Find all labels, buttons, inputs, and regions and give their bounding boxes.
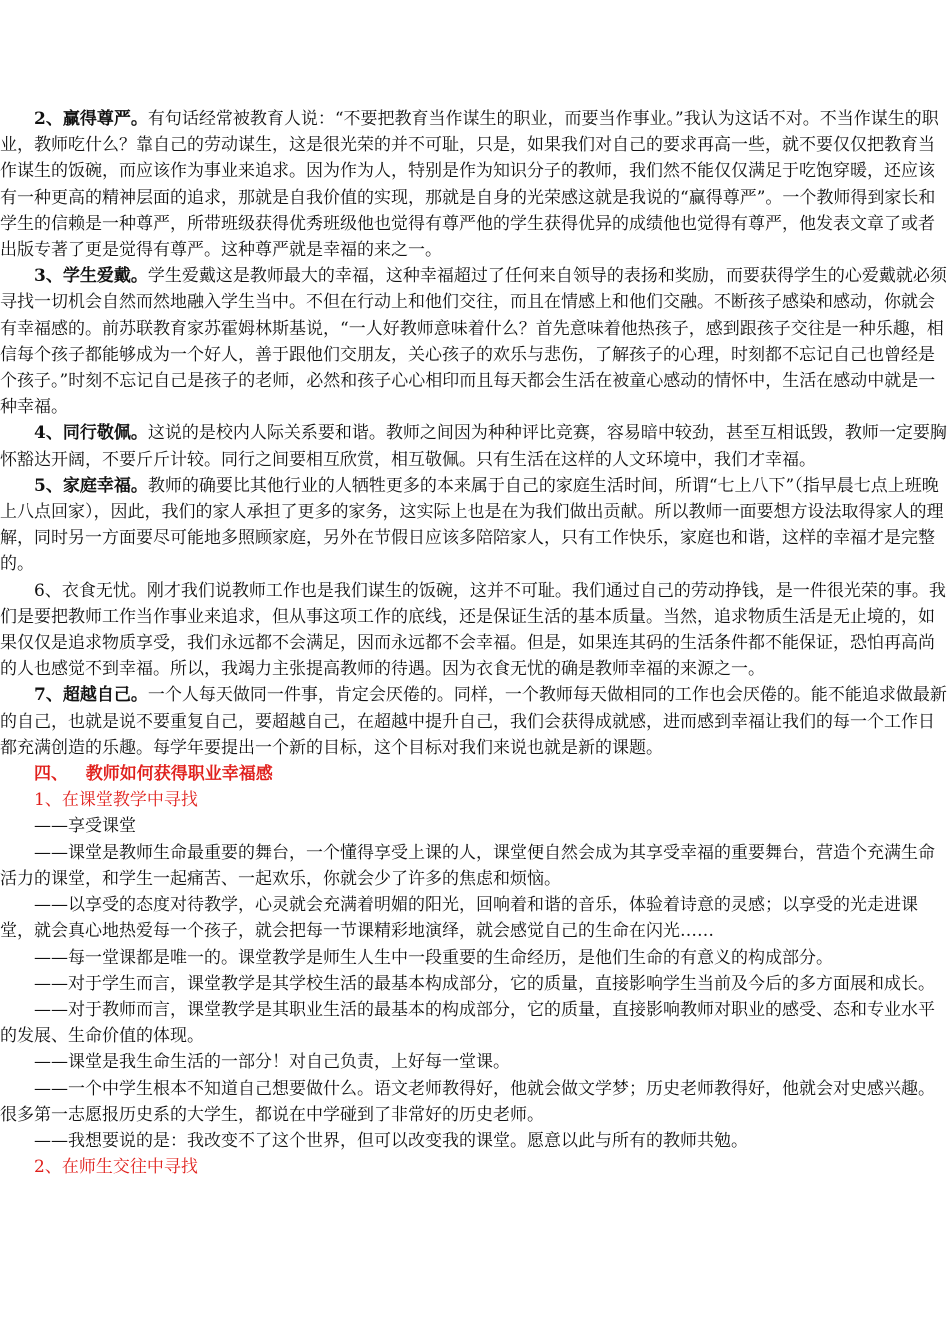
- paragraph-text: 教师的确要比其他行业的人牺牲更多的本来属于自己的家庭生活时间，所谓“七上八下”（指早晨七点上班晚上八点回家），因此，我们的家人承担了更多的家务，这实际上也是在为我们做出贡献。所以教师一面要想方设法取得家人的理解，同时另一方面要尽可能地多照顾家庭，另外在节假日应该多陪陪家人，只有工作快乐，家庭也和谐，这样的幸福才是完整的。: [0, 475, 944, 575]
- paragraph-lead: 3、学生爱戴。: [34, 266, 148, 287]
- subsection-heading-interaction: 2、在师生交往中寻找: [34, 1157, 198, 1178]
- paragraph-text: 一个人每天做同一件事，肯定会厌倦的。同样，一个教师每天做相同的工作也会厌倦的。能不能追求做最新的自己，也就是说不要重复自己，要超越自己，在超越中提升自己，我们会获得成就感，进而感到幸福让我们的每一个工作日都充满创造的乐趣。每学年要提出一个新的目标，这个目标对我们来说也就是新的课题。: [0, 685, 947, 758]
- subsection-heading-classroom: 1、在课堂教学中寻找: [34, 790, 198, 811]
- dash-item: ——享受课堂: [34, 816, 136, 837]
- section-heading: 四、 教师如何获得职业幸福感: [34, 764, 273, 785]
- dash-item: ——课堂是我生命生活的一部分！对自己负责，上好每一堂课。: [34, 1052, 510, 1073]
- paragraph-text: 6、衣食无忧。刚才我们说教师工作也是我们谋生的饭碗，这并不可耻。我们通过自己的劳动挣钱，是一件很光荣的事。我们是要把教师工作当作事业来追求，但从事这项工作的底线，还是保证生活的基本质量。当然，追求物质生活是无止境的，如果仅仅是追求物质享受，我们永远都不会满足，因而永远都不会幸福。但是，如果连其码的生活条件都不能保证，恐怕再高尚的人也感觉不到幸福。所以，我竭力主张提高教师的待遇。因为衣食无忧的确是教师幸福的来源之一。: [0, 580, 946, 680]
- document-body: [0, 106, 950, 1180]
- paragraph-surpass-self: [0, 682, 950, 761]
- paragraph-lead: 2、赢得尊严。: [34, 109, 148, 129]
- dash-item: ——我想要说的是：我改变不了这个世界，但可以改变我的课堂。愿意以此与所有的教师共勉。: [34, 1130, 748, 1151]
- dash-item: ——一个中学生根本不知道自己想要做什么。语文老师教得好，他就会做文学梦；历史老师教得好，他就会对史感兴趣。很多第一志愿报历史系的大学生，都说在中学碰到了非常好的历史老师。: [0, 1078, 935, 1125]
- dash-item: ——课堂是教师生命最重要的舞台，一个懂得享受上课的人，课堂便自然会成为其享受幸福的重要舞台，营造个充满生命活力的课堂，和学生一起痛苦、一起欢乐，你就会少了许多的焦虑和烦恼。: [0, 842, 935, 889]
- paragraph-text: 这说的是校内人际关系要和谐。教师之间因为种种评比竞赛，容易暗中较劲，甚至互相诋毁，教师一定要胸怀豁达开阔，不要斤斤计较。同行之间要相互欣赏，相互敬佩。只有生活在这样的人文环境中，我们才幸福。: [0, 423, 947, 470]
- paragraph-lead: 4、同行敬佩。: [34, 423, 148, 444]
- paragraph-lead: 7、超越自己。: [34, 685, 148, 706]
- dash-item: ——对于教师而言，课堂教学是其职业生活的最基本的构成部分，它的质量，直接影响教师对职业的感受、态和专业水平的发展、生命价值的体现。: [0, 999, 935, 1047]
- paragraph-dignity: [0, 106, 950, 263]
- paragraph-text: 有句话经常被教育人说：“不要把教育当作谋生的职业，而要当作事业。”我认为这话不对。不当作谋生的职业，教师吃什么？靠自己的劳动谋生，这是很光荣的并不可耻，只是，如果我们对自己的要求再高一些，就不要仅仅把教育当作谋生的饭碗，而应该作为事业来追求。因为作为人，特别是作为知识分子的教师，我们然不能仅仅满足于吃饱穿暖，还应该有一种更高的精神层面的追求，那就是自我价值的实现，那就是自身的光荣感这就是我说的“赢得尊严”。一个教师得到家长和学生的信赖是一种尊严，所带班级获得优秀班级他也觉得有尊严他的学生获得优异的成绩他也觉得有尊严，他发表文章了或者出版专著了更是觉得有尊严。这种尊严就是幸福的来之一。: [0, 109, 939, 261]
- paragraph-student-love: [0, 263, 950, 420]
- paragraph-no-worries: [0, 578, 950, 683]
- dash-item: ——以享受的态度对待教学，心灵就会充满着明媚的阳光，回响着和谐的音乐，体验着诗意的灵感；以享受的光走进课堂，就会真心地热爱每一个孩子，就会把每一节课精彩地演绎，就会感觉自己的生命在闪光……: [0, 895, 918, 942]
- dash-item: ——每一堂课都是唯一的。课堂教学是师生人生中一段重要的生命经历，是他们生命的有意义的构成部分。: [34, 947, 833, 968]
- dash-item: ——对于学生而言，课堂教学是其学校生活的最基本构成部分，它的质量，直接影响学生当前及今后的多方面展和成长。: [34, 973, 935, 994]
- paragraph-family-happiness: [0, 473, 950, 578]
- paragraph-peer-respect: [0, 420, 950, 472]
- paragraph-text: 学生爱戴这是教师最大的幸福，这种幸福超过了任何来自领导的表扬和奖励，而要获得学生的心爱戴就必须寻找一切机会自然而然地融入学生当中。不但在行动上和他们交往，而且在情感上和他们交融。不断孩子感染和感动，你就会有幸福感的。前苏联教育家苏霍姆林斯基说，“一人好教师意味着什么？首先意味着他热孩子，感到跟孩子交往是一种乐趣，相信每个孩子都能够成为一个好人，善于跟他们交朋友，关心孩子的欢乐与悲伤，了解孩子的心理，时刻都不忘记自己也曾经是个孩子。”时刻不忘记自己是孩子的老师，必然和孩子心心相印而且每天都会生活在被童心感动的情怀中，生活在感动中就是一种幸福。: [0, 266, 947, 418]
- paragraph-lead: 5、家庭幸福。: [34, 475, 148, 496]
